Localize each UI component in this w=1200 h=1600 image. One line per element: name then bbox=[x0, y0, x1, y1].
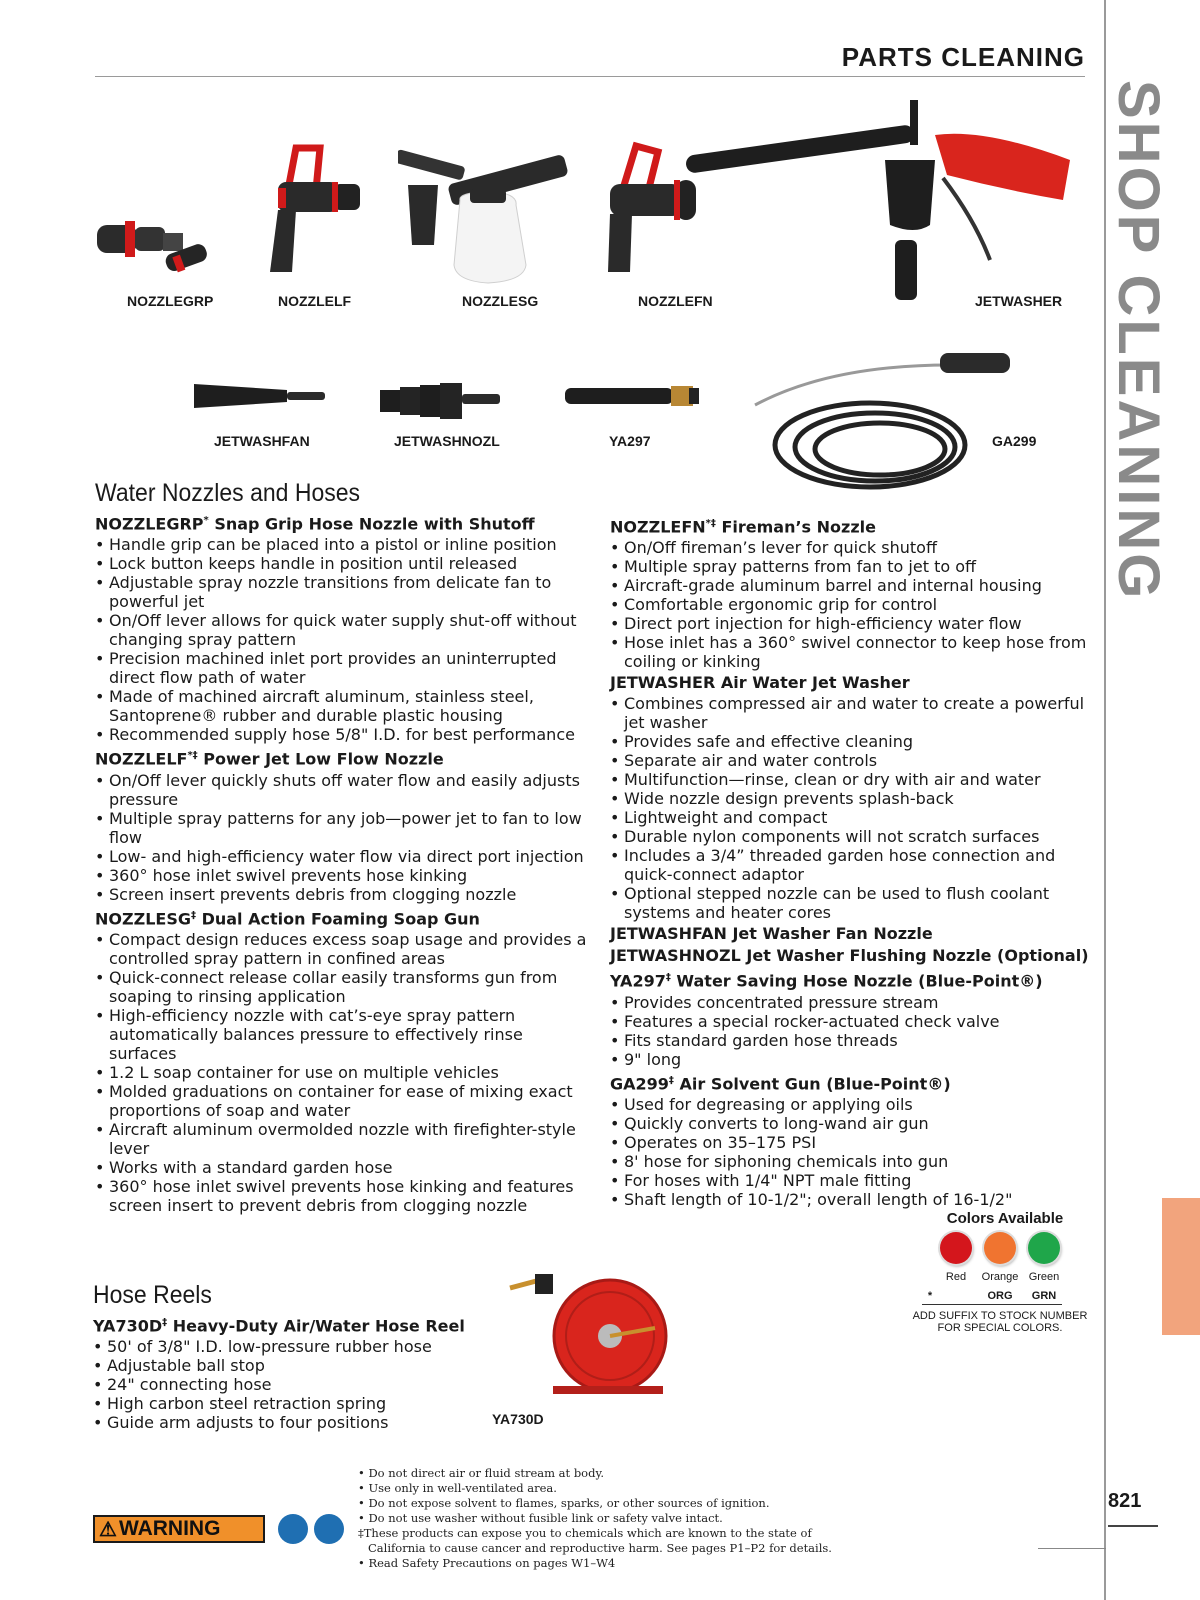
label-nozzlefn: NOZZLEFN bbox=[638, 293, 713, 309]
list-item: • 1.2 L soap container for use on multiple vehicles bbox=[95, 1063, 595, 1082]
list-item: • Hose inlet has a 360° swivel connector to keep hose from coiling or kinking bbox=[610, 633, 1090, 671]
label-nozzlelf: NOZZLELF bbox=[278, 293, 352, 309]
color-suffix-red: * bbox=[927, 1290, 933, 1302]
list-item: • On/Off fireman’s lever for quick shutoff bbox=[610, 538, 1090, 557]
bullet-list-nozzlesg bbox=[95, 930, 595, 1215]
air-solvent-gun-icon bbox=[750, 345, 1020, 495]
header-rule bbox=[95, 76, 1085, 77]
label-jetwashnozl: JETWASHNOZL bbox=[394, 433, 500, 449]
list-item: • Operates on 35–175 PSI bbox=[610, 1133, 1090, 1152]
list-item: • Fits standard garden hose threads bbox=[610, 1031, 1090, 1050]
respirator-icon bbox=[278, 1514, 308, 1544]
list-item: • Recommended supply hose 5/8" I.D. for best performance bbox=[95, 725, 595, 744]
list-item: • Multifunction—rinse, clean or dry with air and water bbox=[610, 770, 1090, 789]
face-shield-icon bbox=[314, 1514, 344, 1544]
list-item: • Quick-connect release collar easily transforms gun from soaping to rinsing application bbox=[95, 968, 595, 1006]
product-heading-ya297: YA297‡ Water Saving Hose Nozzle (Blue-Point®) bbox=[610, 971, 1043, 991]
list-item: • Works with a standard garden hose bbox=[95, 1158, 595, 1177]
list-item: • Lock button keeps handle in position until released bbox=[95, 554, 595, 573]
list-item: • 50' of 3/8" I.D. low-pressure rubber hose bbox=[93, 1337, 473, 1356]
bottom-rule bbox=[1038, 1548, 1106, 1549]
list-item: • On/Off lever quickly shuts off water flow and easily adjusts pressure bbox=[95, 771, 595, 809]
flushing-nozzle-icon bbox=[378, 380, 503, 420]
bullet-list-ya297 bbox=[610, 993, 1090, 1069]
list-item: • Durable nylon components will not scratch surfaces bbox=[610, 827, 1090, 846]
product-heading-nozzlegrp: NOZZLEGRP* Snap Grip Hose Nozzle with Shutoff bbox=[95, 514, 535, 534]
warning-badge bbox=[93, 1515, 265, 1543]
section-title-water-nozzles: Water Nozzles and Hoses bbox=[95, 479, 361, 507]
warning-triangle-icon: ⚠ bbox=[99, 1518, 117, 1541]
list-item: • Made of machined aircraft aluminum, stainless steel, Santoprene® rubber and durable plastic housing bbox=[95, 687, 595, 725]
suffix-note bbox=[905, 1310, 1095, 1334]
list-item: • For hoses with 1/4" NPT male fitting bbox=[610, 1171, 1090, 1190]
product-heading-nozzlefn: NOZZLEFN*‡ Fireman’s Nozzle bbox=[610, 517, 876, 537]
list-item: • Compact design reduces excess soap usage and provides a controlled spray pattern in confined areas bbox=[95, 930, 595, 968]
list-item: • Provides safe and effective cleaning bbox=[610, 732, 1090, 751]
list-item: • Wide nozzle design prevents splash-back bbox=[610, 789, 1090, 808]
list-item: • Quickly converts to long-wand air gun bbox=[610, 1114, 1090, 1133]
product-heading-ya730d: YA730D‡ Heavy-Duty Air/Water Hose Reel bbox=[93, 1316, 465, 1336]
color-swatch-green bbox=[1028, 1232, 1060, 1264]
list-item: • 8' hose for siphoning chemicals into gun bbox=[610, 1152, 1090, 1171]
bullet-list-ga299 bbox=[610, 1095, 1090, 1209]
list-item: • 24" connecting hose bbox=[93, 1375, 473, 1394]
bullet-list-nozzlegrp bbox=[95, 535, 595, 744]
fan-nozzle-icon bbox=[192, 380, 327, 412]
suffix-note-line: ADD SUFFIX TO STOCK NUMBER bbox=[912, 1310, 1088, 1322]
list-item: • Direct port injection for high-efficiency water flow bbox=[610, 614, 1090, 633]
suffix-note-line: FOR SPECIAL COLORS. bbox=[937, 1322, 1063, 1334]
colors-available-title: Colors Available bbox=[946, 1210, 1064, 1227]
color-swatch-red bbox=[940, 1232, 972, 1264]
section-title-hose-reels: Hose Reels bbox=[93, 1281, 212, 1309]
label-jetwasher: JETWASHER bbox=[975, 293, 1063, 309]
list-item: • Multiple spray patterns from fan to jet to off bbox=[610, 557, 1090, 576]
color-suffix-orange: ORG bbox=[987, 1290, 1013, 1302]
label-nozzlegrp: NOZZLEGRP bbox=[127, 293, 214, 309]
list-item: • 9" long bbox=[610, 1050, 1090, 1069]
jet-washer-icon bbox=[685, 100, 1085, 310]
warning-label: WARNING bbox=[118, 1517, 221, 1540]
color-name-orange: Orange bbox=[981, 1271, 1019, 1283]
foaming-soap-gun-icon bbox=[398, 145, 578, 285]
bullet-list-jetwasher bbox=[610, 694, 1090, 922]
warning-line: ‡These products can expose you to chemicals which are known to the state of bbox=[358, 1526, 812, 1540]
product-heading-jetwasher: JETWASHER Air Water Jet Washer bbox=[610, 673, 910, 693]
bullet-list-ya730d bbox=[93, 1337, 473, 1432]
color-name-green: Green bbox=[1028, 1271, 1060, 1283]
list-item: • 360° hose inlet swivel prevents hose kinking and features screen insert to prevent debris from clogging nozzle bbox=[95, 1177, 595, 1215]
color-tab bbox=[1162, 1198, 1200, 1335]
warning-line: • Use only in well-ventilated area. bbox=[358, 1481, 557, 1495]
list-item: • Guide arm adjusts to four positions bbox=[93, 1413, 473, 1432]
list-item: • Multiple spray patterns for any job—power jet to fan to low flow bbox=[95, 809, 595, 847]
label-ga299: GA299 bbox=[992, 433, 1037, 449]
warning-line: • Do not use washer without fusible link or safety valve intact. bbox=[358, 1511, 723, 1525]
label-ya730d: YA730D bbox=[492, 1411, 544, 1427]
list-item: • Low- and high-efficiency water flow via direct port injection bbox=[95, 847, 595, 866]
product-heading-ga299: GA299‡ Air Solvent Gun (Blue-Point®) bbox=[610, 1073, 951, 1093]
product-heading-jetwashfan: JETWASHFAN Jet Washer Fan Nozzle bbox=[610, 924, 933, 944]
page-number: 821 bbox=[1108, 1490, 1142, 1512]
product-heading-nozzlelf: NOZZLELF*‡ Power Jet Low Flow Nozzle bbox=[95, 749, 444, 769]
product-heading-nozzlesg: NOZZLESG‡ Dual Action Foaming Soap Gun bbox=[95, 908, 480, 928]
hose-reels-section bbox=[93, 1280, 473, 1432]
list-item: • High-efficiency nozzle with cat’s-eye spray pattern automatically balances pressure to effectively rinse surfaces bbox=[95, 1006, 595, 1063]
list-item: • Separate air and water controls bbox=[610, 751, 1090, 770]
list-item: • Screen insert prevents debris from clogging nozzle bbox=[95, 885, 595, 904]
right-column bbox=[610, 512, 1090, 1209]
color-swatch-orange bbox=[984, 1232, 1016, 1264]
list-item: • Lightweight and compact bbox=[610, 808, 1090, 827]
warning-list bbox=[358, 1466, 878, 1571]
warning-line: • Read Safety Precautions on pages W1–W4 bbox=[358, 1556, 616, 1570]
label-ya297: YA297 bbox=[609, 433, 651, 449]
list-item: • Features a special rocker-actuated check valve bbox=[610, 1012, 1090, 1031]
label-nozzlesg: NOZZLESG bbox=[462, 293, 539, 309]
hose-reel-icon bbox=[505, 1268, 670, 1408]
page-title: PARTS CLEANING bbox=[841, 42, 1085, 72]
bullet-list-nozzlelf bbox=[95, 771, 595, 904]
list-item: • Used for degreasing or applying oils bbox=[610, 1095, 1090, 1114]
product-heading-jetwashnozl: JETWASHNOZL Jet Washer Flushing Nozzle (Optional) bbox=[610, 946, 1089, 966]
list-item: • 360° hose inlet swivel prevents hose kinking bbox=[95, 866, 595, 885]
list-item: • Shaft length of 10-1/2"; overall length of 16-1/2" bbox=[610, 1190, 1090, 1209]
suffix-rule bbox=[922, 1304, 1062, 1305]
color-name-red: Red bbox=[945, 1271, 967, 1283]
list-item: • Aircraft aluminum overmolded nozzle with firefighter-style lever bbox=[95, 1120, 595, 1158]
list-item: • High carbon steel retraction spring bbox=[93, 1394, 473, 1413]
warning-line: • Do not direct air or fluid stream at body. bbox=[358, 1466, 605, 1480]
page-number-rule bbox=[1108, 1525, 1158, 1527]
list-item: • Adjustable ball stop bbox=[93, 1356, 473, 1375]
warning-line: California to cause cancer and reproductive harm. See pages P1–P2 for details. bbox=[368, 1541, 832, 1555]
hose-nozzle-icon bbox=[563, 382, 703, 412]
section-side-tab: SHOP CLEANING bbox=[1106, 80, 1171, 602]
warning-line: • Do not expose solvent to flames, sparks, or other sources of ignition. bbox=[358, 1496, 770, 1510]
handle-grip-nozzle-icon bbox=[95, 205, 210, 280]
list-item: • Includes a 3/4” threaded garden hose connection and quick-connect adaptor bbox=[610, 846, 1090, 884]
label-jetwashfan: JETWASHFAN bbox=[214, 433, 310, 449]
list-item: • Precision machined inlet port provides an uninterrupted direct flow path of water bbox=[95, 649, 595, 687]
list-item: • Provides concentrated pressure stream bbox=[610, 993, 1090, 1012]
list-item: • On/Off lever allows for quick water supply shut-off without changing spray pattern bbox=[95, 611, 595, 649]
color-suffix-green: GRN bbox=[1031, 1290, 1057, 1302]
power-jet-nozzle-icon bbox=[248, 140, 368, 280]
list-item: • Combines compressed air and water to create a powerful jet washer bbox=[610, 694, 1090, 732]
list-item: • Handle grip can be placed into a pistol or inline position bbox=[95, 535, 595, 554]
list-item: • Adjustable spray nozzle transitions from delicate fan to powerful jet bbox=[95, 573, 595, 611]
list-item: • Aircraft-grade aluminum barrel and internal housing bbox=[610, 576, 1090, 595]
list-item: • Optional stepped nozzle can be used to flush coolant systems and heater cores bbox=[610, 884, 1090, 922]
bullet-list-nozzlefn bbox=[610, 538, 1090, 671]
left-column bbox=[95, 478, 595, 1215]
list-item: • Molded graduations on container for ease of mixing exact proportions of soap and water bbox=[95, 1082, 595, 1120]
list-item: • Comfortable ergonomic grip for control bbox=[610, 595, 1090, 614]
